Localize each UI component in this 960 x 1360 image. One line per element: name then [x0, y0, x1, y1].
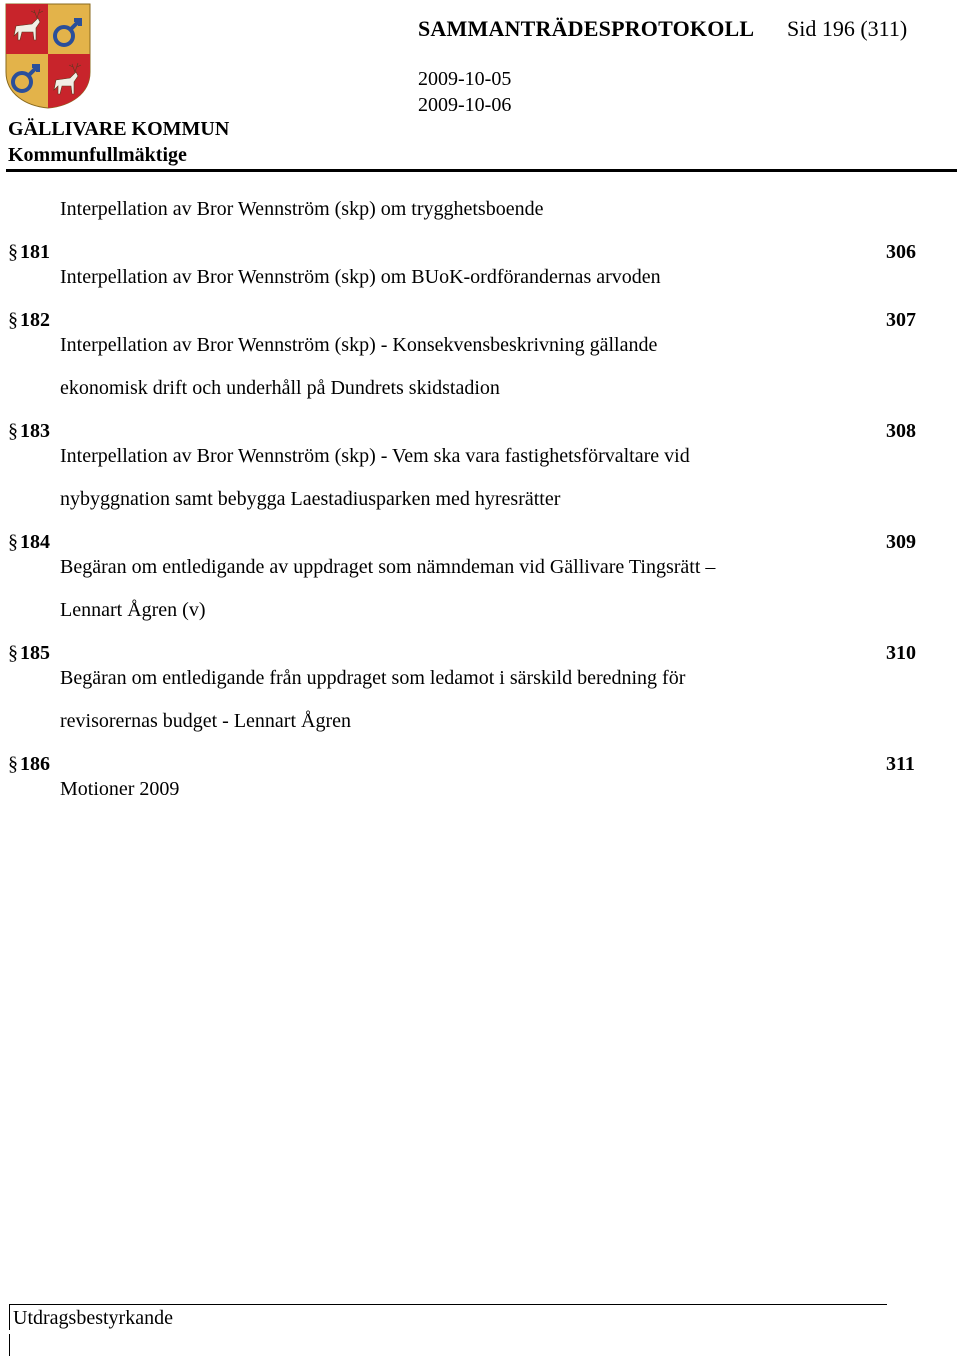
section-text-line: Begäran om entledigande från uppdraget som ledamot i särskild beredning för [60, 667, 686, 689]
section-heading-184 [8, 531, 50, 554]
section-text-line: revisorernas budget - Lennart Ågren [60, 710, 351, 732]
section-heading-183 [8, 420, 50, 443]
municipal-coat-of-arms-logo [4, 2, 92, 110]
section-heading-181 [8, 241, 50, 264]
organization-name: GÄLLIVARE KOMMUN [8, 118, 230, 140]
section-page-ref: 306 [886, 241, 916, 263]
section-text-line: Begäran om entledigande av uppdraget som nämndeman vid Gällivare Tingsrätt – [60, 556, 716, 578]
document-title: SAMMANTRÄDESPROTOKOLL [418, 16, 755, 41]
meeting-date-2: 2009-10-06 [418, 94, 512, 116]
section-text-line: Lennart Ågren (v) [60, 599, 206, 621]
section-symbol: § [8, 642, 18, 664]
section-page-ref: 311 [886, 753, 915, 775]
section-page-ref: 310 [886, 642, 916, 664]
section-text-line: ekonomisk drift och underhåll på Dundrets skidstadion [60, 377, 500, 399]
section-number: 182 [20, 309, 50, 331]
header-divider [6, 169, 957, 172]
section-symbol: § [8, 531, 18, 553]
section-symbol: § [8, 241, 18, 263]
section-text-line: nybyggnation samt bebygga Laestadiusparken med hyresrätter [60, 488, 561, 510]
page-number: Sid 196 (311) [787, 16, 908, 41]
section-number: 184 [20, 531, 50, 553]
organization-body: Kommunfullmäktige [8, 144, 187, 166]
section-page-ref: 309 [886, 531, 916, 553]
section-symbol: § [8, 753, 18, 775]
intro-item-text: Interpellation av Bror Wennström (skp) om trygghetsboende [60, 198, 544, 220]
section-page-ref: 307 [886, 309, 916, 331]
section-number: 185 [20, 642, 50, 664]
section-heading-185 [8, 642, 50, 665]
section-text-line: Interpellation av Bror Wennström (skp) - Vem ska vara fastighetsförvaltare vid [60, 445, 690, 467]
section-number: 181 [20, 241, 50, 263]
section-page-ref: 308 [886, 420, 916, 442]
footer-box-edge [9, 1305, 10, 1330]
section-heading-182 [8, 309, 50, 332]
section-text-line: Motioner 2009 [60, 778, 180, 800]
meeting-date-1: 2009-10-05 [418, 68, 512, 90]
section-text-line: Interpellation av Bror Wennström (skp) om BUoK-ordförandernas arvoden [60, 266, 661, 288]
section-symbol: § [8, 420, 18, 442]
section-number: 183 [20, 420, 50, 442]
section-symbol: § [8, 309, 18, 331]
section-heading-186 [8, 753, 50, 776]
section-number: 186 [20, 753, 50, 775]
section-text-line: Interpellation av Bror Wennström (skp) - Konsekvensbeskrivning gällande [60, 334, 658, 356]
certification-label: Utdragsbestyrkande [13, 1307, 173, 1329]
footer-box-edge [9, 1334, 10, 1356]
footer-divider [9, 1304, 887, 1305]
